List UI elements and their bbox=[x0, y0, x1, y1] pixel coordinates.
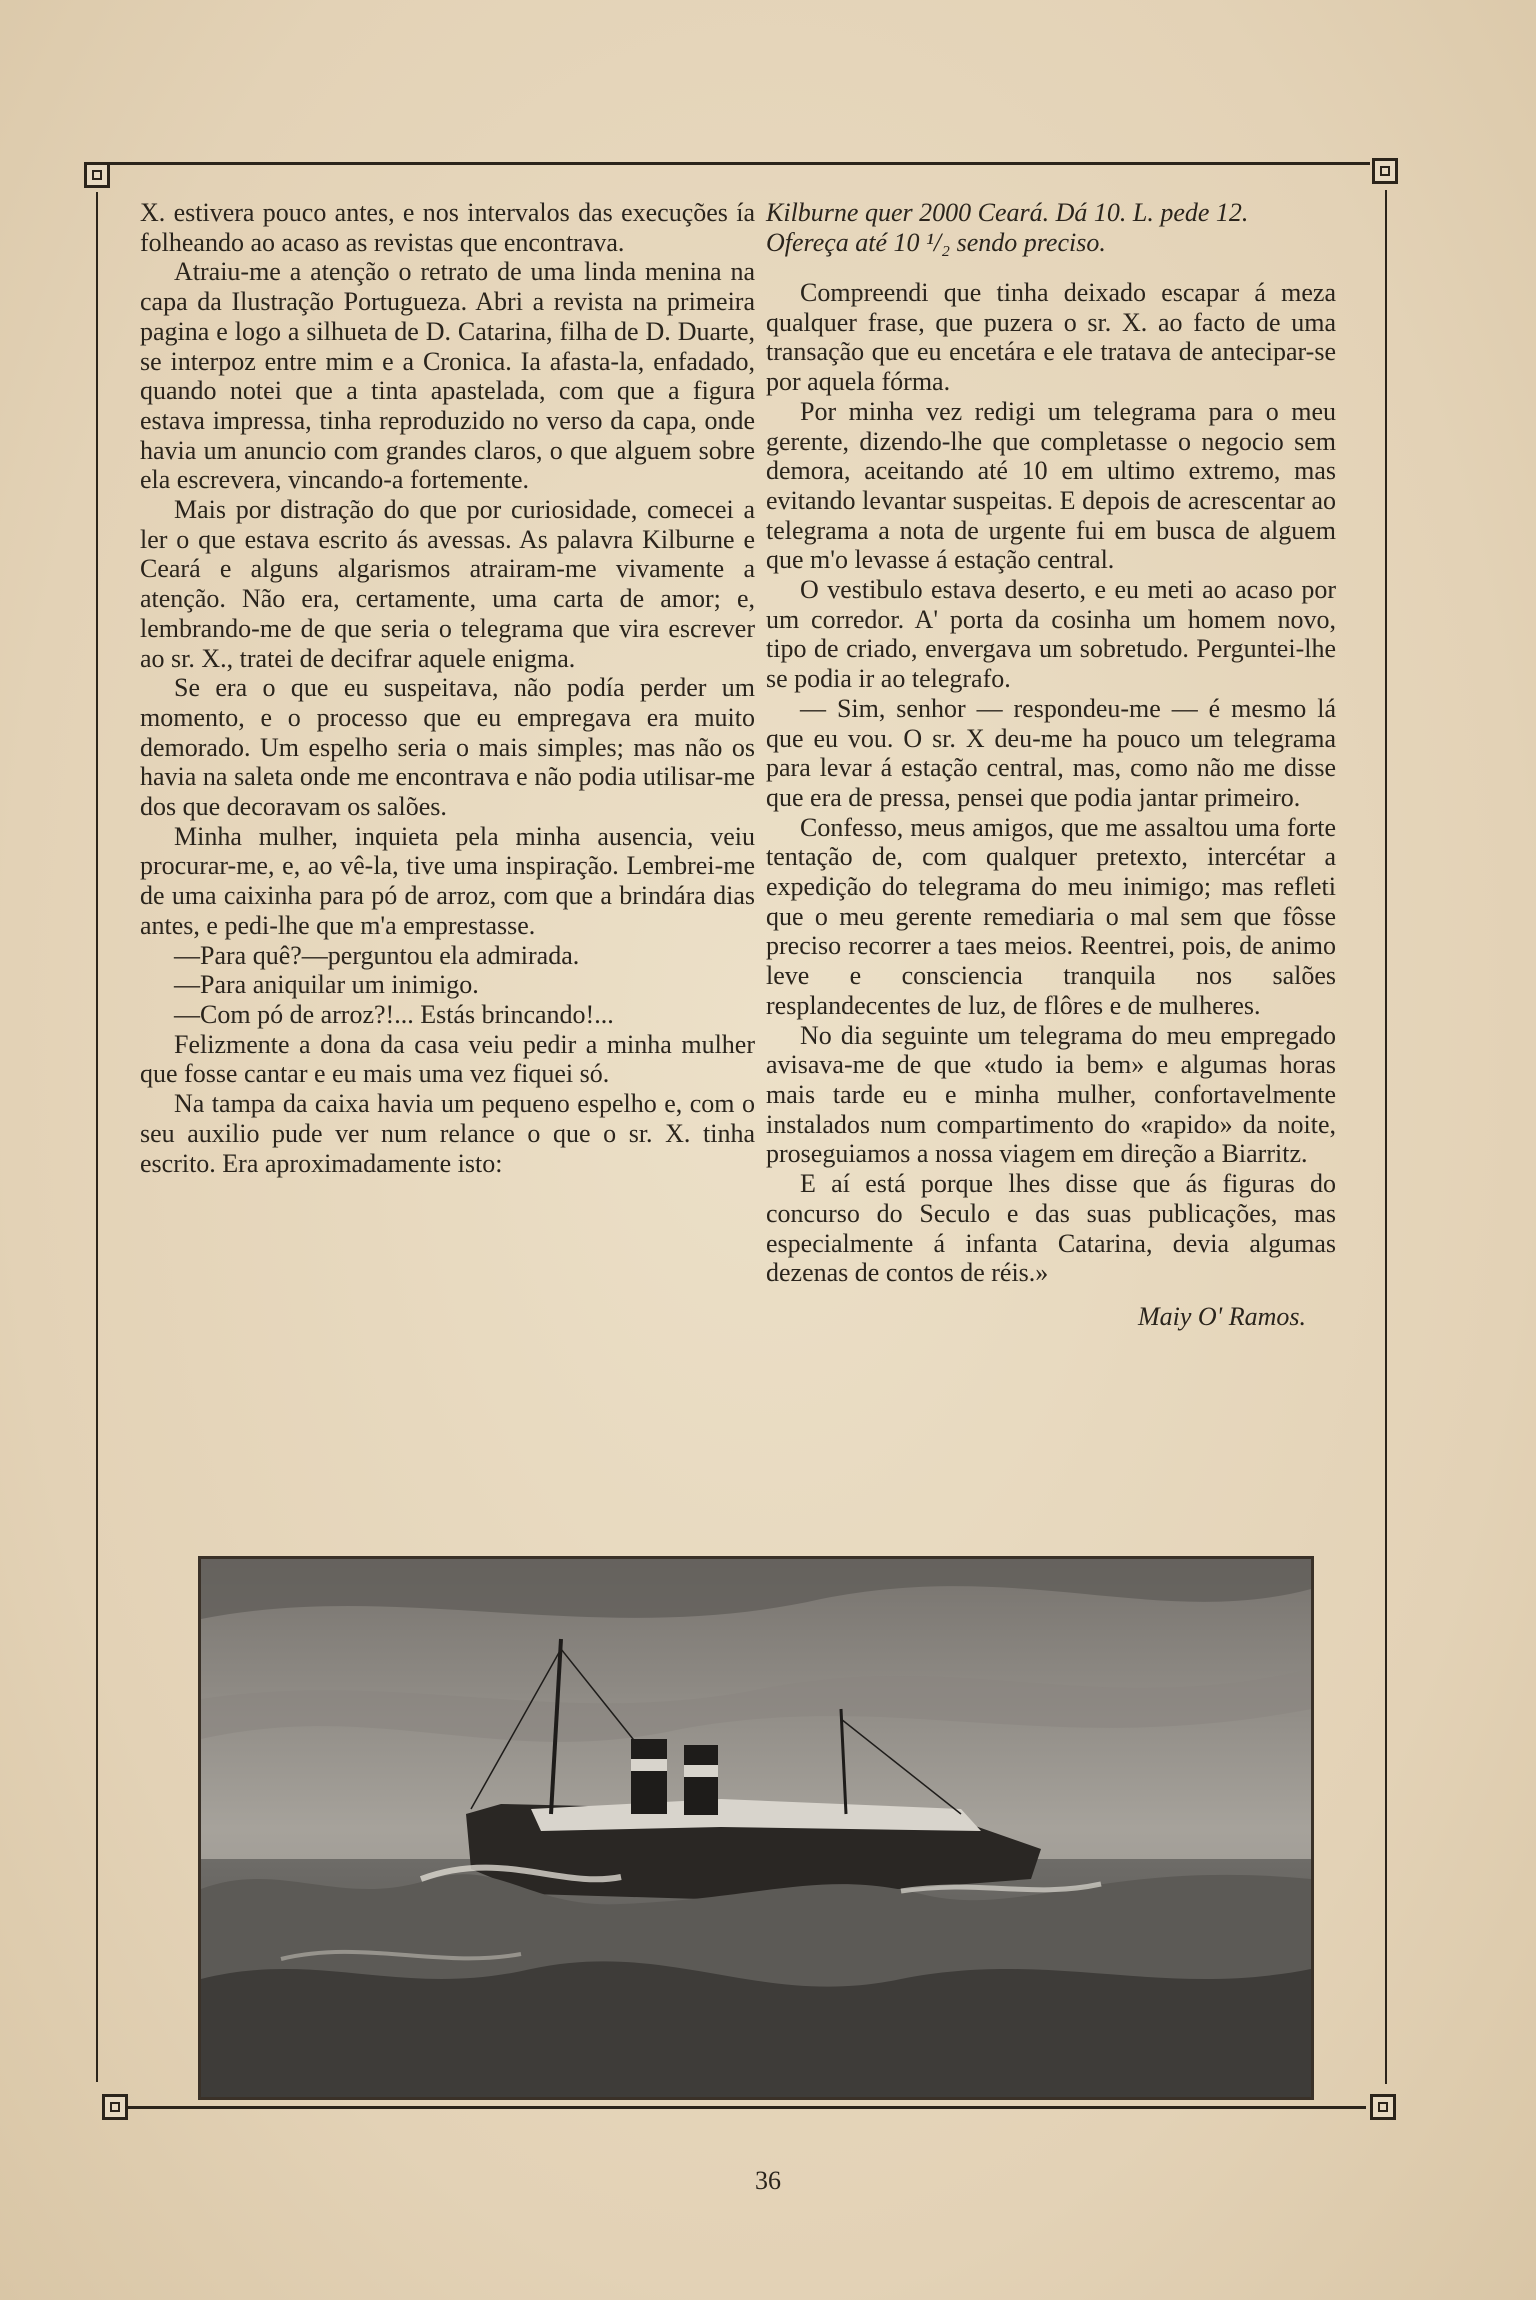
right-text-column bbox=[766, 198, 1336, 1332]
telegram-text bbox=[766, 198, 1336, 258]
dialogue-line: —Para quê?—perguntou ela admirada. bbox=[174, 940, 580, 970]
paragraph: Minha mulher, inquieta pela minha ausencia, veiu procurar-me, e, ao vê-la, tive uma inspiração. Lembrei-me de uma caixinha para pó de arroz, com que a brindára dias antes, e pedi-lhe que m'a emprestasse. bbox=[140, 821, 755, 940]
ship-funnel-rear bbox=[684, 1745, 718, 1815]
ship-funnel-front bbox=[631, 1739, 667, 1814]
paragraph: Compreendi que tinha deixado escapar á meza qualquer frase, que puzera o sr. X. ao facto de uma transação que eu encetára e ele tratava de antecipar-se por aquela fórma. bbox=[766, 278, 1336, 397]
paragraph: Por minha vez redigi um telegrama para o meu gerente, dizendo-lhe que completasse o negocio sem demora, aceitando até 10 em ultimo extremo, mas evitando levantar suspeitas. E depois de acrescentar ao telegrama a nota de urgente fui em busca de alguem que m'o levasse á estação central. bbox=[766, 396, 1336, 575]
dialogue-line: — Sim, senhor — respondeu-me — é mesmo lá que eu vou. O sr. X deu-me ha pouco um telegrama para levar á estação central, mas, como não me disse que era de pressa, pensei que podia jantar primeiro. bbox=[766, 693, 1336, 812]
page-number: 36 bbox=[755, 2166, 781, 2195]
author-signature: Maiy O' Ramos. bbox=[1137, 1301, 1306, 1331]
paragraph: X. estivera pouco antes, e nos intervalos das execuções ía folheando ao acaso as revistas que encontrava. bbox=[140, 198, 755, 257]
steamship-illustration bbox=[198, 1556, 1314, 2100]
funnel-stripe bbox=[684, 1765, 718, 1777]
corner-ornament-bottom-right-icon bbox=[1370, 2094, 1396, 2120]
paragraph: No dia seguinte um telegrama do meu empregado avisava-me de que «tudo ia bem» e algumas horas mais tarde eu e minha mulher, confortavelmente instalados num compartimento do «rapido» da noite, proseguiamos a nossa viagem em direção a Biarritz. bbox=[766, 1020, 1336, 1169]
paragraph: Na tampa da caixa havia um pequeno espelho e, com o seu auxilio pude ver num relance o que o sr. X. tinha escrito. Era aproximadamente isto: bbox=[140, 1089, 755, 1178]
frame-left-line bbox=[96, 192, 98, 2082]
dialogue-line: —Com pó de arroz?!... Estás brincando!... bbox=[174, 999, 614, 1029]
corner-ornament-bottom-left-icon bbox=[102, 2094, 128, 2120]
funnel-stripe bbox=[631, 1759, 667, 1771]
frame-bottom-line bbox=[126, 2106, 1366, 2109]
telegram-line: Ofereça até 10 ¹/₂ sendo preciso. bbox=[766, 228, 1106, 257]
telegram-line: Kilburne quer 2000 Ceará. Dá 10. L. pede 12. bbox=[766, 198, 1249, 227]
paragraph: Felizmente a dona da casa veiu pedir a minha mulher que fosse cantar e eu mais uma vez fiquei só. bbox=[140, 1029, 755, 1089]
paragraph: E aí está porque lhes disse que ás figuras do concurso do Seculo e das suas publicações, mas especialmente á infanta Catarina, devia algumas dezenas de contos de réis.» bbox=[766, 1169, 1336, 1288]
corner-ornament-top-right-icon bbox=[1372, 158, 1398, 184]
paragraph: Atraiu-me a atenção o retrato de uma linda menina na capa da Ilustração Portugueza. Abri a revista na primeira pagina e logo a silhueta de D. Catarina, filha de D. Duarte, se interpoz entre mim e a Cronica. Ia afasta-la, enfadado, quando notei que a tinta apastelada, com que a figura estava impressa, tinha reproduzido no verso da capa, onde havia um anuncio com grandes claros, o que alguem sobre ela escrevera, vincando-a fortemente. bbox=[140, 257, 755, 495]
paragraph: Confesso, meus amigos, que me assaltou uma forte tentação de, com qualquer pretexto, intercétar a expedição do telegrama do meu inimigo; mas refleti que o meu gerente remediaria o mal sem que fôsse preciso recorrer a taes meios. Reentrei, pois, de animo leve e consciencia tranquila nos salões resplandecentes de luz, de flôres e de mulheres. bbox=[766, 812, 1336, 1020]
foreground-wave bbox=[201, 1961, 1311, 2097]
frame-right-line bbox=[1385, 190, 1387, 2084]
paragraph: Se era o que eu suspeitava, não podía perder um momento, e o processo que eu empregava era muito demorado. Um espelho seria o mais simples; mas não os havia na saleta onde me encontrava e não podia utilisar-me dos que decoravam os salões. bbox=[140, 673, 755, 822]
paragraph: Mais por distração do que por curiosidade, comecei a ler o que estava escrito ás avessas. As palavra Kilburne e Ceará e alguns algarismos atrairam-me vivamente a atenção. Não era, certamente, uma carta de amor; e, lembrando-me de que seria o telegrama que vira escrever ao sr. X., tratei de decifrar aquele enigma. bbox=[140, 495, 755, 673]
frame-top-line bbox=[110, 162, 1370, 165]
steamship-drawing bbox=[201, 1559, 1311, 2097]
paragraph: O vestibulo estava deserto, e eu meti ao acaso por um corredor. A' porta da cosinha um homem novo, tipo de criado, envergava um sobretudo. Perguntei-lhe se podia ir ao telegrafo. bbox=[766, 575, 1336, 694]
corner-ornament-top-left-icon bbox=[84, 162, 110, 188]
dialogue-line: —Para aniquilar um inimigo. bbox=[174, 970, 479, 1000]
left-text-column bbox=[140, 198, 755, 1178]
